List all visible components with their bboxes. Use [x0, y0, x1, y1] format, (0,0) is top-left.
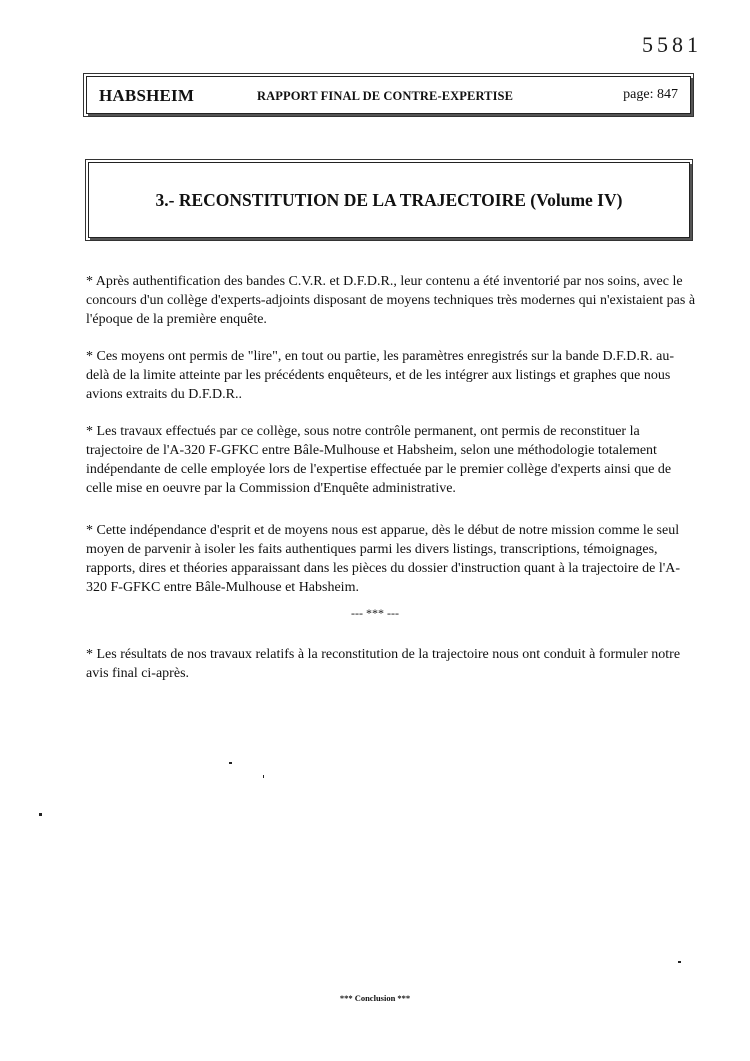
- document-number: 5581: [642, 32, 702, 57]
- page-number: page: 847: [623, 87, 678, 102]
- section-separator: --- *** ---: [351, 606, 399, 620]
- paragraph-1: * Après authentification des bandes C.V.R. et D.F.D.R., leur contenu a été inventorié par nos soins, avec le concours d'un collège d'experts-adjoints disposant de moyens techniques très modernes qui n'existaient pas à l'époque de la première enquête.: [86, 274, 696, 327]
- scan-speck: [39, 813, 42, 816]
- scan-speck: [229, 762, 232, 764]
- footer-conclusion: *** Conclusion ***: [339, 993, 411, 1003]
- report-header: [86, 76, 691, 114]
- header-brand: HABSHEIM: [99, 86, 195, 105]
- section-title-box: [88, 162, 690, 238]
- closing-paragraph: * Les résultats de nos travaux relatifs à la reconstitution de la trajectoire nous ont conduit à formuler notre avis final ci-après.: [86, 647, 681, 681]
- paragraph-4: * Cette indépendance d'esprit et de moyens nous est apparue, dès le début de notre mission comme le seul moyen de parvenir à isoler les faits authentiques parmi les divers listings, transcriptions, témoignages, rapports, dires et théories apparaissant dans les pièces du dossier d'instruction quant à la trajectoire de l'A-320 F-GFKC entre Bâle-Mulhouse et Habsheim.: [86, 523, 681, 595]
- paragraph-3: * Les travaux effectués par ce collège, sous notre contrôle permanent, ont permis de reconstituer la trajectoire de l'A-320 F-GFKC entre Bâle-Mulhouse et Habsheim, selon une méthodologie totalement indépendante de celle employée lors de l'expertise effectuée par le premier collège d'experts ainsi que de celle mise en oeuvre par la Commission d'Enquête administrative.: [86, 424, 672, 496]
- scan-speck: [263, 775, 264, 778]
- scan-speck: [678, 961, 681, 963]
- header-title: RAPPORT FINAL DE CONTRE-EXPERTISE: [257, 89, 514, 103]
- paragraph-2: * Ces moyens ont permis de "lire", en tout ou partie, les paramètres enregistrés sur la bande D.F.D.R. au-delà de la limite atteinte par les précédents enquêteurs, et de les intégrer aux listings et graphes que nous avions extraits du D.F.D.R..: [86, 349, 675, 402]
- section-title: 3.- RECONSTITUTION DE LA TRAJECTOIRE (Volume IV): [155, 190, 623, 210]
